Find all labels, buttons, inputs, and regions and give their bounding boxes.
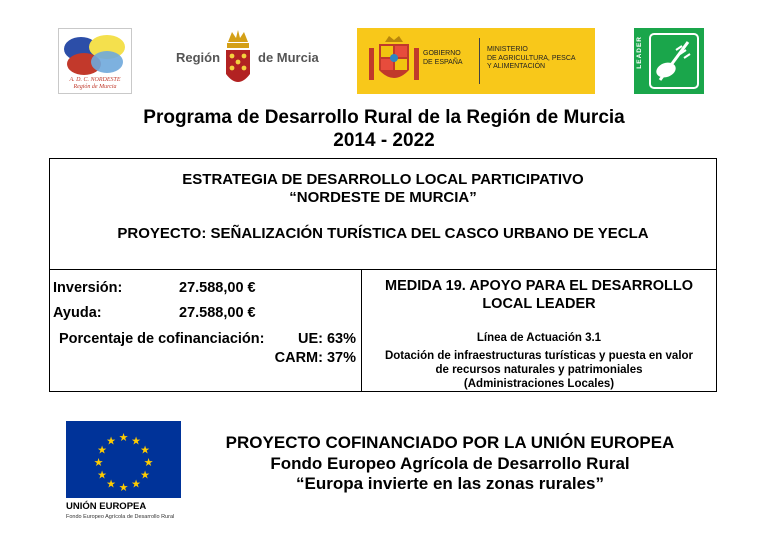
svg-text:★: ★ xyxy=(140,468,150,482)
eu-stars-icon xyxy=(66,421,181,498)
gobierno-line-1: GOBIERNO xyxy=(423,50,461,57)
description-line-2: de recursos naturales y patrimoniales xyxy=(435,364,643,376)
murcia-logo-text-left: Región xyxy=(176,50,221,65)
measure-title: MEDIDA 19. APOYO PARA EL DESARROLLO xyxy=(384,278,694,294)
description-line-3: (Administraciones Locales) xyxy=(463,378,615,390)
gobierno-line-2: DE ESPAÑA xyxy=(423,58,463,66)
ministerio-text xyxy=(487,46,576,72)
cofinancing-label: Porcentaje de cofinanciación: xyxy=(59,331,265,347)
eu-cofinanced-title: PROYECTO COFINANCIADO POR LA UNIÓN EUROPEA xyxy=(225,433,675,452)
cofinancing-ue: UE: 63% xyxy=(297,331,356,347)
eu-slogan: “Europa invierte en las zonas rurales” xyxy=(295,474,604,493)
gob-separator xyxy=(479,38,480,84)
leader-logo-text: LEADER xyxy=(636,36,643,69)
spain-coat-of-arms-icon xyxy=(367,34,421,90)
adc-logo-text-1: A. D. C. NORDESTE xyxy=(69,77,121,83)
investment-value: 27.588,00 € xyxy=(179,280,256,296)
svg-text:★: ★ xyxy=(106,477,116,491)
program-period: 2014 - 2022 xyxy=(333,130,435,151)
leader-logo xyxy=(634,28,704,94)
eu-fund-name: Fondo Europeo Agrícola de Desarrollo Rural xyxy=(270,454,630,473)
svg-text:★: ★ xyxy=(118,481,129,494)
eu-flag-sublabel: Fondo Europeo Agrícola de Desarrollo Rural xyxy=(66,514,175,520)
adc-nordeste-logo xyxy=(58,28,132,94)
project-title: PROYECTO: SEÑALIZACIÓN TURÍSTICA DEL CASCO URBANO DE YECLA xyxy=(117,225,649,242)
svg-text:★: ★ xyxy=(97,468,107,482)
svg-text:★: ★ xyxy=(118,431,129,444)
svg-text:★: ★ xyxy=(131,477,141,491)
investment-label: Inversión: xyxy=(53,280,123,296)
svg-text:★: ★ xyxy=(106,434,116,448)
eu-flag-icon xyxy=(66,421,181,498)
action-line: Línea de Actuación 3.1 xyxy=(476,332,602,344)
murcia-coat-of-arms-icon xyxy=(222,28,254,96)
eu-flag-label: UNIÓN EUROPEA xyxy=(66,501,147,512)
program-title: Programa de Desarrollo Rural de la Región de Murcia xyxy=(143,107,625,128)
gobierno-text xyxy=(423,50,463,67)
project-info-box xyxy=(49,158,717,392)
cofinancing-carm: CARM: 37% xyxy=(274,350,356,366)
strategy-title: ESTRATEGIA DE DESARROLLO LOCAL PARTICIPATIVO xyxy=(182,171,584,188)
ministerio-line-2: DE AGRICULTURA, PESCA xyxy=(487,54,576,62)
murcia-logo-text-right: de Murcia xyxy=(258,50,319,65)
leader-emblem-icon xyxy=(648,32,700,90)
logo-ellipse-lightblue xyxy=(91,51,123,73)
svg-text:★: ★ xyxy=(97,443,107,457)
svg-text:★: ★ xyxy=(93,456,104,469)
measure-subtitle: LOCAL LEADER xyxy=(482,296,596,312)
gobierno-espana-logo xyxy=(357,28,595,94)
svg-text:★: ★ xyxy=(131,434,141,448)
svg-text:★: ★ xyxy=(140,443,150,457)
adc-logo-text-2: Región de Murcia xyxy=(73,84,117,90)
ministerio-line-3: Y ALIMENTACIÓN xyxy=(487,63,546,70)
strategy-name: “NORDESTE DE MURCIA” xyxy=(289,189,477,206)
aid-label: Ayuda: xyxy=(53,305,102,321)
svg-text:★: ★ xyxy=(143,456,154,469)
ministerio-line-1: MINISTERIO xyxy=(487,46,528,53)
description-line-1: Dotación de infraestructuras turísticas y puesta en valor xyxy=(384,350,694,362)
aid-value: 27.588,00 € xyxy=(179,305,256,321)
box-divider-horizontal xyxy=(50,269,716,270)
region-murcia-logo xyxy=(176,28,326,96)
